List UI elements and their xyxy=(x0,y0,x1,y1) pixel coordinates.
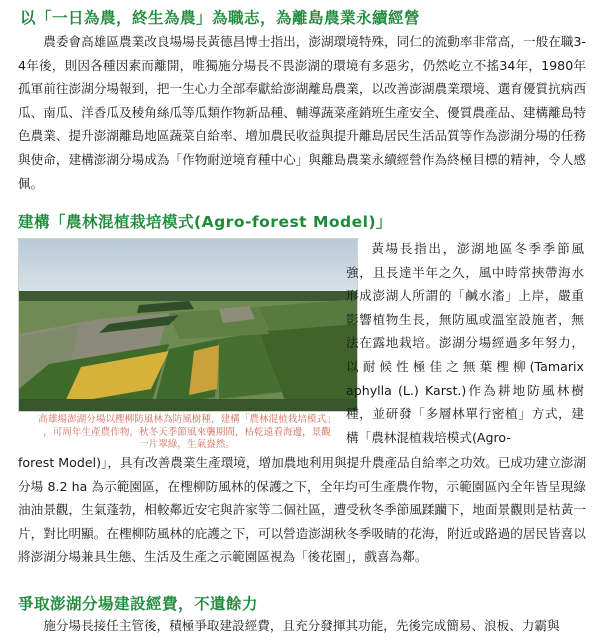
caption-line-1: 高雄場澎湖分場以檉柳防風林為防風樹種，建構「農林混植栽培模式」 xyxy=(38,414,336,425)
section2-paragraph-full: forest Model)」，具有改善農業生產環境，增加農地利用與提升農產品自給率之功效。已成功建立澎湖分場 8.2 ha 為示範園區，在檉柳防風林的保護之下，全年均可生產農作物，示範園區內全年皆呈現綠油油景觀，生氣蓬勃，相較鄰近安宅與許家等二個社區，遭受秋冬季節風蹂躪下，地面景觀則是枯黃一片，對比明顯。在檉柳防風林的庇護之下，可以營造澎湖秋冬季吸睛的花海，附近或路過的居民皆喜以將澎湖分場兼具生態、生活及生產之示範園區視為「後花園」，戲喜為鄰。 xyxy=(18,455,586,565)
section1-paragraph: 農委會高雄區農業改良場場長黃德昌博士指出，澎湖環境特殊，同仁的流動率非常高，一般在職3-4年後，則因各種因素而離開，唯獨施分場長不畏澎湖的環境有多惡劣，仍然屹立不搖34年，1980年孤軍前往澎湖分場報到，把一生心力全部奉獻給澎湖離島農業，以改善澎湖農業環境、選育優質抗病西瓜、南瓜、洋香瓜及稜角絲瓜等瓜類作物新品種、輔導蔬菜產銷班生產安全、優質農產品、建構離島特色農業、提升澎湖離島地區蔬菜自給率、增加農民收益與提升離島居民生活品質等作為澎湖分場的任務與使命，建構澎湖分場成為「作物耐逆境育種中心」與離島農業永續經營作為終極目標的精神，令人感佩。 xyxy=(18,34,586,191)
section1-heading: 以「一日為農，終生為農」為職志，為離島農業永續經營 xyxy=(20,9,421,27)
photo-caption xyxy=(18,414,356,452)
section3-paragraph: 施分場長接任主管後，積極爭取建設經費，且充分發揮其功能，先後完成簡易、浪板、力霸與 xyxy=(43,618,560,633)
caption-line-2: ，可周年生產農作物，秋冬天季節風來襲期間，枯乾遠看海邊，景觀 xyxy=(43,426,331,438)
farm-photo xyxy=(18,238,358,412)
section2-paragraph-right: 黃場長指出，澎湖地區冬季季節風強，且長達半年之久，風中時常挾帶海水形成澎湖人所謂的「鹹水滀」上岸，嚴重影響植物生長，無防風或溫室設施者，無法在露地栽培。澎湖分場經過多年努力，以耐候性極佳之無葉檉柳(Tamarix aphylla (L.) Karst.)作為耕地防風林樹種，並研發「多層林單行密植」方式，建構「農林混植栽培模式(Agro- xyxy=(346,241,584,445)
section3-heading: 爭取澎湖分場建設經費，不遺餘力 xyxy=(18,595,259,613)
section2-heading: 建構「農林混植栽培模式(Agro-forest Model)」 xyxy=(18,213,393,231)
caption-line-3: 一片翠綠，生氣盎然。 xyxy=(139,439,235,450)
